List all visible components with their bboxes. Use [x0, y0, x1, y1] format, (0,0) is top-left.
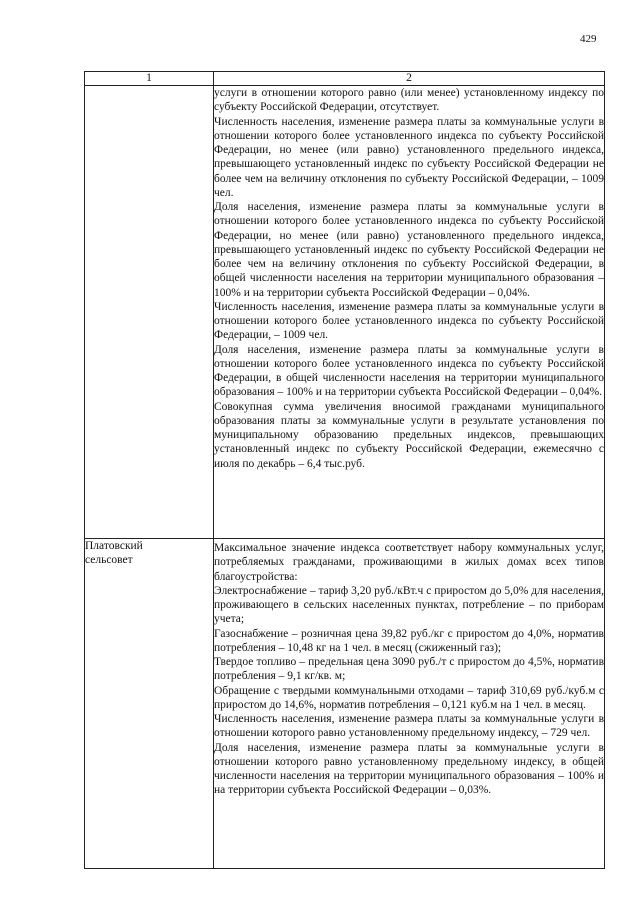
paragraph: Газоснабжение – розничная цена 39,82 руб./кг с приростом до 4,0%, норматив потребления – 10,48 кг на 1 чел. в месяц (сжиженный газ);	[214, 627, 604, 654]
paragraph: Твердое топливо – предельная цена 3090 руб./т с приростом до 4,5%, норматив потребления – 9,1 кг/кв. м;	[214, 656, 604, 683]
paragraph: Доля населения, изменение размера платы за коммунальные услуги в отношении которого равно установленному предельному индексу, в общей численности населения на территории муниципального образования – 100% и на территории субъекта Российской Федерации – 0,03%.	[214, 741, 604, 797]
description-cell	[214, 86, 605, 539]
paragraph: Численность населения, изменение размера платы за коммунальные услуги в отношении которого более установленного индекса по субъекту Российской Федерации, но менее (или равно) установленного предельного индекса, превышающего установленный индекс по субъекту Российской Федерации не более чем на величину отклонения по субъекту Российской Федерации, – 1009 чел.	[214, 115, 604, 199]
paragraph: Совокупная сумма увеличения вносимой гражданами муниципального образования платы за коммунальные услуги в результате установления по муниципальному образованию предельных индексов, превышающих установленный индекс по субъекту Российской Федерации, ежемесячно с июля по декабрь – 6,4 тыс.руб.	[214, 400, 604, 470]
paragraph: Электроснабжение – тариф 3,20 руб./кВт.ч с приростом до 5,0% для населения, проживающего в сельских населенных пунктах, потребление – по приборам учета;	[214, 584, 604, 626]
column-header-2: 2	[214, 72, 605, 86]
region-cell	[85, 86, 214, 539]
paragraph: Численность населения, изменение размера платы за коммунальные услуги в отношении которого более установленного индекса по субъекту Российской Федерации, – 1009 чел.	[214, 300, 604, 342]
table-header-row	[85, 72, 605, 86]
table-row	[85, 539, 605, 869]
paragraph: Обращение с твердыми коммунальными отходами – тариф 310,69 руб./куб.м с приростом до 14,6%, норматив потребления – 0,121 куб.м на 1 чел. в месяц.	[214, 684, 604, 711]
paragraph: Доля населения, изменение размера платы за коммунальные услуги в отношении которого более установленного индекса по субъекту Российской Федерации, но менее (или равно) установленного предельного индекса, превышающего установленный индекс по субъекту Российской Федерации не более чем на величину отклонения по субъекту Российской Федерации, в общей численности населения на территории муниципального образования – 100% и на территории субъекта Российской Федерации – 0,04%.	[214, 201, 604, 299]
paragraph: Максимальное значение индекса соответствует набору коммунальных услуг, потребляемых гражданами, проживающими в жилых домах всех типов благоустройства:	[214, 542, 604, 583]
region-name-line: сельсовет	[85, 554, 133, 567]
paragraph: Доля населения, изменение размера платы за коммунальные услуги в отношении которого более установленного индекса по субъекту Российской Федерации, в общей численности населения на территории муниципального образования – 100% и на территории субъекта Российской Федерации – 0,04%.	[214, 343, 604, 399]
region-name-line: Платовский	[85, 540, 143, 552]
page-number: 429	[580, 33, 597, 45]
paragraph: Численность населения, изменение размера платы за коммунальные услуги в отношении которого равно установленному предельному индексу, – 729 чел.	[214, 713, 604, 740]
description-cell	[214, 539, 605, 869]
column-header-1: 1	[85, 72, 214, 86]
region-cell	[85, 539, 214, 869]
paragraph: услуги в отношении которого равно (или менее) установленному индексу по субъекту Российской Федерации, отсутствует.	[214, 87, 604, 114]
document-table	[84, 71, 605, 869]
table-row	[85, 86, 605, 539]
